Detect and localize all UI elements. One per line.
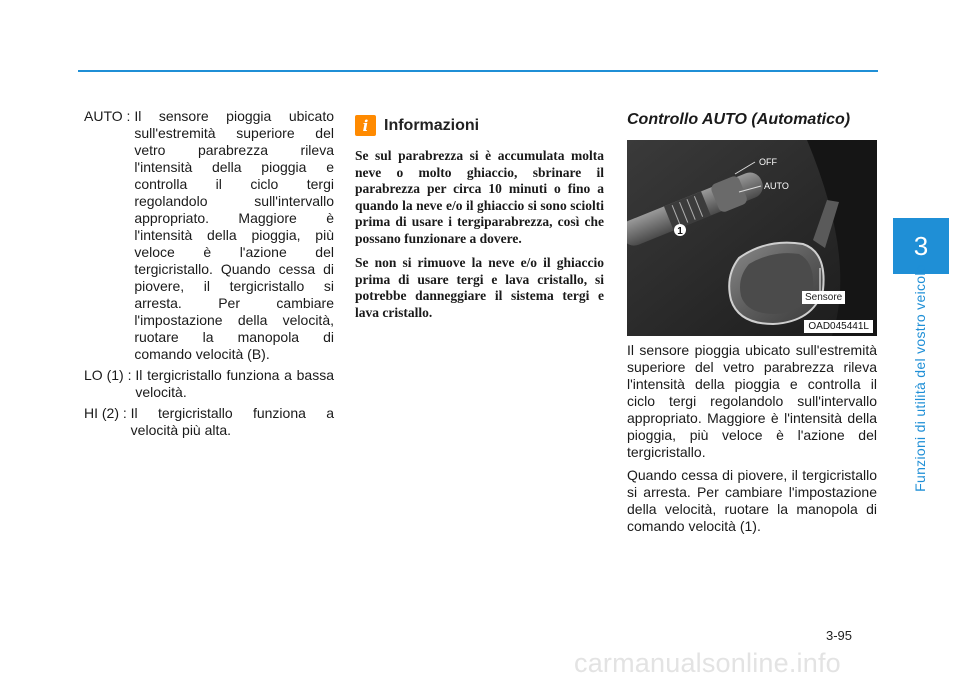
section-paragraph: Quando cessa di piovere, il tergicristallo si arresta. Per cambiare l'impostazione della velocità, ruotare la manopola di comando velocità (1). <box>627 467 877 534</box>
info-header <box>355 115 479 136</box>
chapter-number: 3 <box>913 230 929 261</box>
definition-text: Il sensore pioggia ubicato sull'estremità superiore del vetro parabrezza rileva l'intensità della pioggia e controlla il ciclo tergi regolandolo sull'intervallo appropriato. Maggiore è l'intensità della pioggia, più veloce è l'azione del tergicristallo. Quando cessa di piovere, il tergicristallo si arresta. Per cambiare l'impostazione della velocità, ruotare la manopola di comando velocità (B). <box>134 108 334 362</box>
section-body <box>627 342 877 541</box>
top-rule <box>78 70 878 72</box>
page-number: 3-95 <box>826 628 853 643</box>
definitions-column <box>84 108 334 443</box>
info-icon: i <box>355 115 376 136</box>
wiper-control-figure <box>627 140 877 336</box>
definition-text: Il tergicristallo funziona a bassa velocità. <box>135 367 334 400</box>
definition-term: HI (2) : <box>84 405 131 421</box>
section-paragraph: Il sensore pioggia ubicato sull'estremità superiore del vetro parabrezza rileva l'intensità della pioggia e controlla il ciclo tergi regolandolo sull'intervallo appropriato. Maggiore è l'intensità della pioggia, più veloce è l'azione del tergicristallo. <box>627 342 877 460</box>
chapter-title: Funzioni di utilità del vostro veicolo <box>912 264 928 492</box>
wiper-stalk-illustration <box>627 140 877 336</box>
definition-hi <box>84 405 334 439</box>
definition-auto <box>84 108 334 363</box>
definition-text: Il tergicristallo funziona a velocità più alta. <box>130 405 334 438</box>
info-paragraph: Se sul parabrezza si è accumulata molta neve o molto ghiaccio, sbrinare il parabrezza per circa 10 minuti o fino a quando la neve e/o il ghiaccio si sono sciolti prima di usare i tergiparabrezza, così che possano funzionare a dovere. <box>355 148 604 246</box>
watermark: carmanualsonline.info <box>574 648 841 678</box>
off-label: OFF <box>759 157 777 167</box>
info-paragraph: Se non si rimuove la neve e/o il ghiaccio prima di usare tergi e lava cristallo, si potrebbe danneggiare il sistema tergi e lava cristallo. <box>355 255 604 320</box>
section-title: Controllo AUTO (Automatico) <box>627 111 851 128</box>
info-body <box>355 148 604 329</box>
callout-number: 1 <box>677 226 683 237</box>
auto-label: AUTO <box>764 181 789 191</box>
definition-lo <box>84 367 334 401</box>
info-title: Informazioni <box>384 116 480 134</box>
sensor-label: Sensore <box>802 291 845 304</box>
definition-term: AUTO : <box>84 108 135 124</box>
definition-term: LO (1) : <box>84 367 136 383</box>
figure-code: OAD045441L <box>804 320 873 333</box>
